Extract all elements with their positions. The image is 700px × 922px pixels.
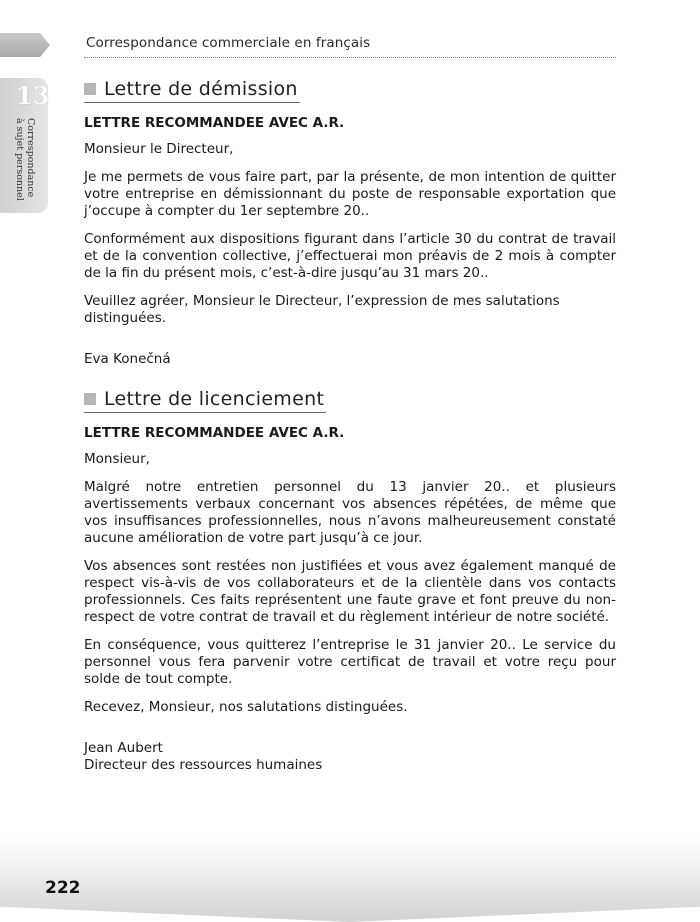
salutation: Monsieur, <box>84 451 150 467</box>
section-title-text: Lettre de démission <box>104 78 298 100</box>
section-title-text: Lettre de licenciement <box>104 388 325 410</box>
chapter-number: 13 <box>16 81 50 110</box>
paragraph: En conséquence, vous quitterez l’entreprise le 31 janvier 20.. Le service du personnel vous fera parvenir votre certificat de travail et votre reçu pour solde de tout compte. <box>84 637 616 687</box>
paragraph: Vos absences sont restées non justifiées et vous avez également manqué de respect vis-à-vis de vos collaborateurs et de la clientèle dans vos contacts professionnels. Ces faits représentent une faute grave et font preuve du non-respect de votre contrat de travail et du règlement intérieur de notre société. <box>84 558 616 625</box>
paragraph: Je me permets de vous faire part, par la présente, de mon intention de quitter votre entreprise en démissionnant du poste de responsable exportation que j’occupe à compter du 1er septembre 20.. <box>84 169 616 219</box>
paragraph: Conformément aux dispositions figurant dans l’article 30 du contrat de travail et de la convention collective, j’effectuerai mon préavis de 2 mois à compter de la fin du présent mois, c’est-à-dire jusqu’au 31 mars 20.. <box>84 231 616 281</box>
square-bullet-icon <box>84 83 96 95</box>
chapter-label <box>14 118 36 201</box>
closing: Veuillez agréer, Monsieur le Directeur, l’expression de mes salutations distinguées. <box>84 293 560 326</box>
header-arrow-tab <box>0 33 50 57</box>
chapter-label-line2: à sujet personnel <box>14 118 25 201</box>
signature-name: Jean Aubert <box>84 740 163 756</box>
page-number: 222 <box>45 878 81 898</box>
section-dismissal <box>84 388 616 774</box>
square-bullet-icon <box>84 393 96 405</box>
closing: Recevez, Monsieur, nos salutations distinguées. <box>84 699 408 715</box>
section-resignation <box>84 78 616 368</box>
page-content <box>84 78 616 774</box>
chapter-label-line1: Correspondance <box>25 118 36 198</box>
signature: Eva Konečná <box>84 351 171 367</box>
letter-heading: LETTRE RECOMMANDEE AVEC A.R. <box>84 115 345 131</box>
signature-title: Directeur des ressources humaines <box>84 757 323 773</box>
footer-band <box>0 837 700 922</box>
letter-heading: LETTRE RECOMMANDEE AVEC A.R. <box>84 425 345 441</box>
section-title <box>84 78 300 103</box>
running-header: Correspondance commerciale en français <box>86 35 371 51</box>
salutation: Monsieur le Directeur, <box>84 141 234 157</box>
section-title <box>84 388 326 413</box>
paragraph: Malgré notre entretien personnel du 13 janvier 20.. et plusieurs avertissements verbaux concernant vos absences répétées, de même que vos insuffisances professionnelles, nous n’avons malheureusement constaté aucune amélioration de votre part jusqu’à ce jour. <box>84 479 616 546</box>
header-divider <box>84 57 616 58</box>
